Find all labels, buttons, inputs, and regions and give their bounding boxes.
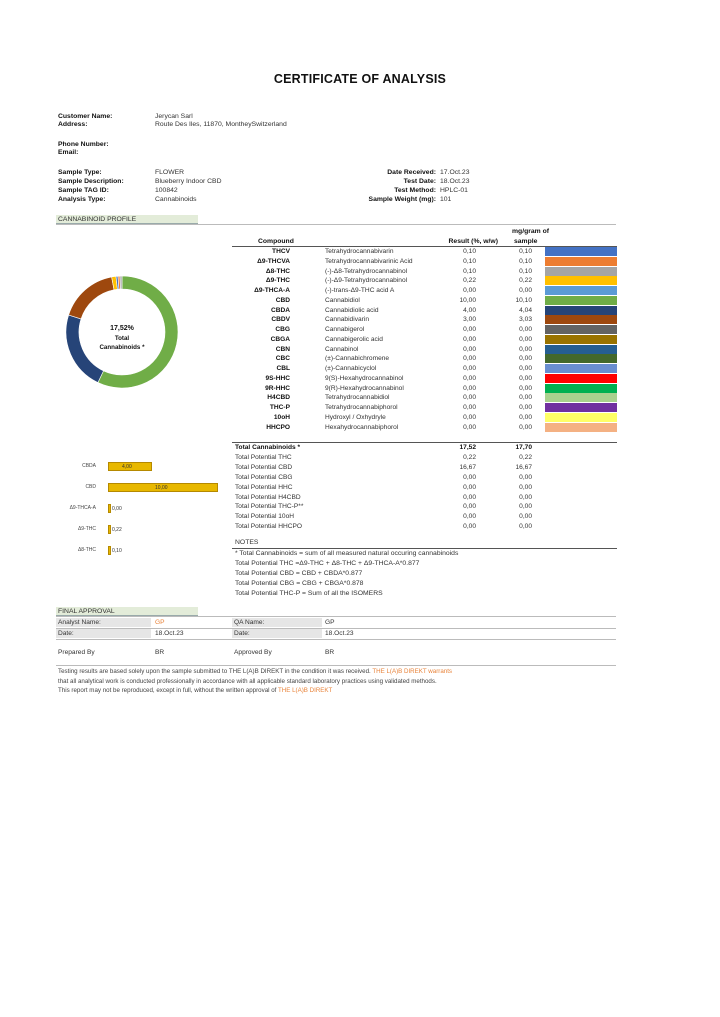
donut-center-label-1: Total [114,335,130,342]
compound-result: 0,10 [463,248,476,255]
customer-name: Jerycan Sarl [155,113,193,120]
total-mg: 0,22 [519,453,532,461]
total-name: Total Potential CBG [235,473,293,481]
analysis-type: Cannabinoids [155,196,197,203]
compound-name: Hexahydrocannabiphorol [325,423,399,431]
compound-name: Tetrahydrocannabidiol [325,394,390,402]
phone-label: Phone Number: [58,141,109,148]
compound-name: (-)-trans-Δ9-THC acid A [325,287,395,294]
col-mg-line2: sample [514,238,538,245]
bar [108,525,111,534]
total-mg: 0,00 [519,503,532,511]
compound-result: 0,00 [463,384,476,392]
color-swatch [545,354,617,363]
compound-code: Δ9-THC [265,277,290,285]
compound-mg: 0,00 [519,384,532,392]
compound-mg: 0,00 [519,345,532,353]
total-name: Total Potential H4CBD [235,493,301,501]
date-received: 17.Oct.23 [440,169,470,176]
col-mg-line1: mg/gram of [512,228,550,235]
compound-mg: 3,03 [519,316,532,324]
donut-center-label-2: Cannabinoids * [99,344,145,351]
note-5: Total Potential THC-P = Sum of all the ISOMERS [235,590,383,597]
compound-name: 9(R)-Hexahydrocannabinol [325,384,404,392]
color-swatch [545,364,617,373]
bar-category-label: Δ9-THC [77,526,96,532]
compound-code: CBG [275,326,290,333]
compound-name: (-)-Δ9-Tetrahydrocannabinol [325,277,408,285]
test-date-label: Test Date: [403,178,436,185]
note-1: * Total Cannabinoids = sum of all measured natural occuring cannabinoids [235,550,459,557]
color-swatch [545,315,617,324]
compound-code: HHCPO [266,423,290,431]
compound-name: Tetrahydrocannabivarinic Acid [325,257,413,265]
bar [108,504,111,513]
total-result: 0,00 [463,473,476,481]
date-received-label: Date Received: [387,169,436,176]
compound-result: 0,00 [463,394,476,402]
total-name: Total Potential HHCPO [235,523,303,531]
compound-name: Hydroxyl / Oxhydryle [325,413,386,421]
table-row [0,423,720,433]
color-swatch [545,267,617,276]
total-mg: 0,00 [519,473,532,481]
disclaimer-line-2: that all analytical work is conducted professionally in accordance with all applicable standard laboratory practices using validated methods. [58,678,437,685]
note-3: Total Potential CBD = CBD + CBDA*0.877 [235,570,363,577]
total-result: 0,00 [463,513,476,521]
sample-type: FLOWER [155,169,185,176]
compound-name: Cannabidiolic acid [325,306,379,314]
email-label: Email: [58,149,79,156]
compound-name: Tetrahydrocannabiphorol [325,404,398,411]
compound-code: CBGA [270,335,290,343]
qa-name-label: QA Name: [234,619,265,626]
color-swatch [545,345,617,354]
compound-code: CBD [275,296,290,304]
compound-result: 3,00 [463,316,476,324]
table-row [0,393,720,403]
compound-code: Δ8-THC [265,267,290,275]
total-result: 17,52 [459,444,476,451]
cannabinoid-bar-chart [56,458,226,558]
bar-value-label: 0,00 [112,505,122,512]
lab-name-2: THE L(A)B DIREKT [278,687,333,694]
compound-name: Cannabidiol [325,296,360,304]
donut-center-value: 17,52% [110,325,134,332]
bar-value-label: 0,22 [112,526,122,533]
color-swatch [545,296,617,305]
compound-name: Cannabidivarin [325,316,369,324]
compound-name: Cannabigerolic acid [325,335,383,343]
color-swatch [545,325,617,334]
qa-date: 18.Oct.23 [325,630,354,637]
total-name: Total Cannabinoids * [235,444,301,451]
total-result: 0,00 [463,493,476,501]
compound-mg: 0,22 [519,277,532,285]
total-name: Total Potential THC [235,453,292,461]
compound-result: 0,00 [463,365,476,372]
analyst-name: GP [155,619,165,626]
total-name: Total Potential HHC [235,483,293,491]
sample-tag: 100842 [155,187,178,194]
compound-name: Cannabigerol [325,326,365,333]
color-swatch [545,384,617,393]
bar-category-label: CBD [85,484,96,490]
compound-name: Tetrahydrocannabivarin [325,248,394,255]
donut-slice [98,276,178,388]
color-swatch [545,393,617,402]
total-mg: 0,00 [519,523,532,531]
approval-date: 18.Oct.23 [155,630,184,637]
color-swatch [545,306,617,315]
compound-name: Cannabinol [325,345,359,353]
bar-category-label: Δ8-THC [77,547,96,553]
qa-date-label: Date: [234,630,250,637]
prepared-by: BR [155,649,165,656]
disclaimer-text-3: This report may not be reproduced, except in full, without the written approval of [58,687,277,694]
total-mg: 0,00 [519,513,532,521]
disclaimer-line-3 [58,687,332,694]
bar [108,546,111,555]
compound-result: 10,00 [459,296,476,304]
total-mg: 16,67 [515,463,532,471]
test-method-label: Test Method: [394,187,436,194]
disclaimer-line-1 [58,668,452,675]
lab-name-1: THE L(A)B DIREKT warrants [372,668,453,675]
table-row [0,403,720,413]
compound-result: 0,22 [463,277,476,285]
color-swatch [545,276,617,285]
donut-slice [66,315,104,383]
compound-code: CBN [275,345,290,353]
compound-result: 4,00 [463,306,476,314]
page-title: CERTIFICATE OF ANALYSIS [273,72,447,86]
total-mg: 0,00 [519,493,532,501]
bar-category-label: CBDA [82,463,96,469]
table-row [0,247,720,257]
sample-type-label: Sample Type: [58,169,102,176]
final-approval-header: FINAL APPROVAL [56,607,198,616]
compound-result: 0,00 [463,326,476,333]
sample-tag-label: Sample TAG ID: [58,187,109,194]
note-2: Total Potential THC =Δ9-THC + Δ8-THC + Δ9-THCA-A*0.877 [235,560,420,567]
total-result: 16,67 [459,463,476,471]
col-result: Result (%, w/w) [448,238,498,245]
compound-mg: 0,00 [519,374,532,382]
color-swatch [545,286,617,295]
approval-date-label: Date: [58,630,74,637]
compound-code: CBL [276,365,290,372]
compound-mg: 0,00 [519,335,532,343]
sample-weight-label: Sample Weight (mg): [368,196,436,203]
color-swatch [545,247,617,256]
color-swatch [545,423,617,432]
test-method: HPLC-01 [440,187,468,194]
total-name: Total Potential 10oH [235,513,295,521]
compound-name: (-)-Δ8-Tetrahydrocannabinol [325,267,408,275]
compound-result: 0,00 [463,423,476,431]
compound-result: 0,00 [463,413,476,421]
bar-value-label: 10,00 [155,484,168,491]
table-row [0,413,720,423]
sample-weight: 101 [440,196,452,203]
compound-code: Δ9-THCVA [257,257,290,265]
compound-result: 0,00 [463,404,476,411]
compound-mg: 0,10 [519,248,532,255]
approved-by-label: Approved By [234,649,272,656]
table-row [0,257,720,267]
compound-mg: 0,10 [519,267,532,275]
compound-mg: 0,00 [519,326,532,333]
bar-value-label: 0,10 [112,547,122,554]
compound-code: H4CBD [267,394,290,402]
total-result: 0,22 [463,453,476,461]
compound-mg: 4,04 [519,306,532,314]
col-compound: Compound [258,238,294,245]
color-swatch [545,413,617,422]
total-mg: 17,70 [515,444,532,451]
compound-mg: 10,10 [515,296,532,304]
compound-result: 0,10 [463,257,476,265]
compound-mg: 0,10 [519,257,532,265]
total-name: Total Potential THC-P** [235,503,304,511]
compound-result: 0,00 [463,335,476,343]
color-swatch [545,374,617,383]
color-swatch [545,257,617,266]
total-row [0,443,720,453]
compound-result: 0,00 [463,345,476,353]
address-value: Route Des Iles, 11870, MontheySwitzerland [155,121,287,128]
compound-code: 9R-HHC [265,384,290,392]
compound-mg: 0,00 [519,365,532,372]
analyst-name-label: Analyst Name: [58,619,101,626]
color-swatch [545,403,617,412]
note-4: Total Potential CBG = CBG + CBGA*0.878 [235,580,364,587]
compound-mg: 0,00 [519,404,532,411]
sample-desc-label: Sample Description: [58,178,124,185]
compound-result: 0,00 [463,355,476,363]
color-swatch [545,335,617,344]
approved-by: BR [325,649,335,656]
bar-value-label: 4,00 [122,463,132,470]
analysis-type-label: Analysis Type: [58,196,106,203]
compound-mg: 0,00 [519,287,532,294]
donut-slice [69,277,114,319]
total-result: 0,00 [463,523,476,531]
compound-code: Δ9-THCA-A [254,287,290,294]
total-result: 0,00 [463,483,476,491]
compound-code: CBC [275,355,290,363]
test-date: 18.Oct.23 [440,178,470,185]
total-mg: 0,00 [519,483,532,491]
compound-mg: 0,00 [519,394,532,402]
total-result: 0,00 [463,503,476,511]
compound-name: (±)-Cannabichromene [325,355,390,363]
compound-result: 0,00 [463,374,476,382]
compound-code: CBDV [271,316,290,324]
address-label: Address: [58,121,88,128]
prepared-by-label: Prepared By [58,649,95,656]
compound-code: THC-P [269,404,290,411]
compound-mg: 0,00 [519,423,532,431]
qa-name: GP [325,619,335,626]
compound-mg: 0,00 [519,355,532,363]
compound-name: (±)-Cannabicyclol [325,365,377,372]
total-name: Total Potential CBD [235,463,293,471]
cannabinoid-profile-header: CANNABINOID PROFILE [56,215,198,224]
disclaimer-text-1: Testing results are based solely upon the sample submitted to THE L(A)B DIREKT in the condition it was received. [58,668,371,675]
customer-name-label: Customer Name: [58,113,113,120]
compound-code: THCV [272,248,290,255]
bar-category-label: Δ9-THCA-A [69,505,96,511]
compound-code: 10oH [273,413,290,421]
compound-result: 0,00 [463,287,476,294]
compound-result: 0,10 [463,267,476,275]
compound-code: CBDA [270,306,290,314]
compound-name: 9(S)-Hexahydrocannabinol [325,374,404,382]
cannabinoid-donut-chart [60,270,184,394]
donut-slice [120,276,122,289]
sample-desc: Blueberry Indoor CBD [155,178,222,185]
compound-code: 9S-HHC [265,374,290,382]
compound-mg: 0,00 [519,413,532,421]
notes-title: NOTES [235,539,259,546]
